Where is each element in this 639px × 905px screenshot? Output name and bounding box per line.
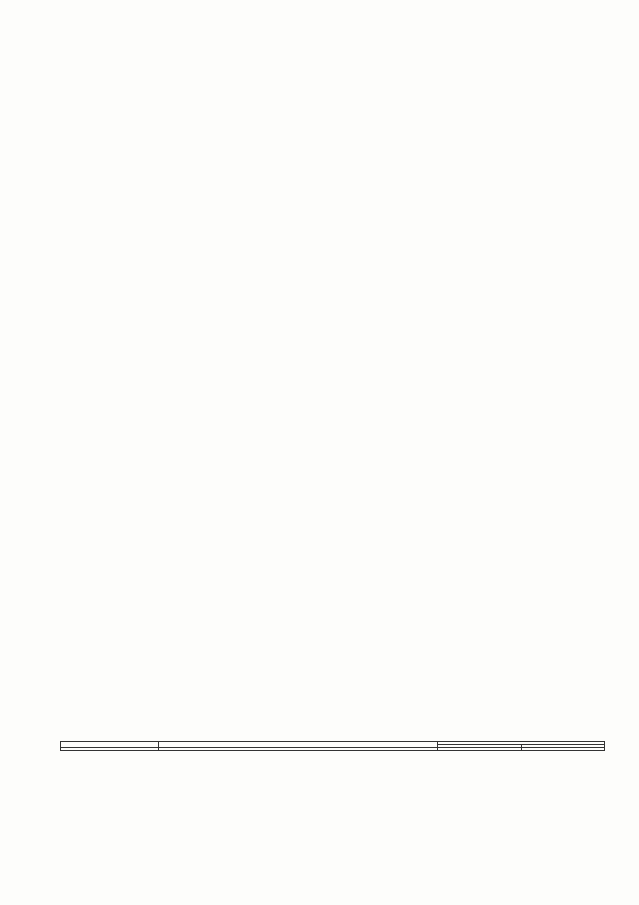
header-num-2 [159,748,438,751]
header-num-4 [521,748,604,751]
header-num-1 [61,748,159,751]
table-header [60,741,605,751]
header-num-3 [438,748,521,751]
